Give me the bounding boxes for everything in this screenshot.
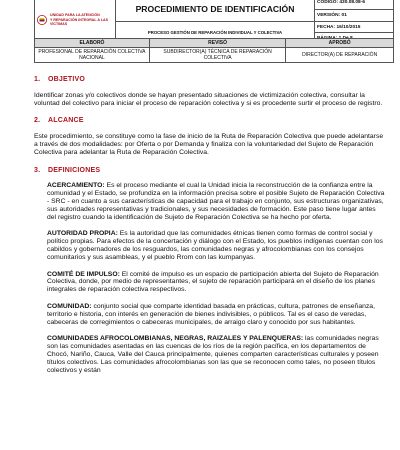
definition-item bbox=[47, 230, 386, 261]
definition-text: Es el proceso mediante el cual la Unidad inicia la reconstrucción de la confianza entre la comunidad y el Estado, se profundiza en la información precisa sobre el posible Sujeto de Reparación Colectiva - SRC - en cuanto a sus características de capacidad para el trabajo en conjunto, sus estructuras organizativas, sus autoridades representativas y tradicionales, y sus necesidades de formación. Este paso tiene lugar antes del registro cuando la identificación de Sujeto de Reparación Colectiva se ha hecho por oferta. bbox=[47, 182, 385, 221]
section-number: 3. bbox=[34, 166, 41, 174]
definition-term: COMUNIDADES AFROCOLOMBIANAS, NEGRAS, RAIZALES Y PALENQUERAS: bbox=[47, 335, 304, 343]
definition-text: las comunidades negras son las comunidades asentadas en las cuencas de los ríos de la región pacífica, en los departamentos de Chocó, Nariño, Cauca, Valle del Cauca principalmente, quienes comparten características culturales y poseen títulos colectivos. Las comunidades afrocolombianas son las que se reconocen como tales, no poseen títulos colectivos y están bbox=[47, 335, 379, 374]
elaboro-value: PROFESIONAL DE REPARACIÓN COLECTIVA NACIONAL bbox=[35, 48, 150, 63]
section-heading-objetivo bbox=[34, 76, 386, 84]
section-heading-definiciones bbox=[34, 167, 386, 175]
logo-line-1: UNIDAD PARA LA ATENCIÓN bbox=[50, 13, 100, 18]
logo-line-2: Y REPARACIÓN INTEGRAL A LAS VÍCTIMAS bbox=[50, 17, 109, 27]
definition-term: COMUNIDAD: bbox=[47, 302, 92, 310]
section-title: OBJETIVO bbox=[48, 76, 85, 83]
objetivo-paragraph: Identificar zonas y/o colectivos donde se hayan presentado situaciones de victimización colectiva, consultar la voluntad del colectivo para iniciar el proceso de reparación colectiva y si es procedente surtir el proceso de registro. bbox=[34, 91, 383, 107]
signature-table bbox=[34, 38, 394, 63]
process-subtitle: PROCESO GESTIÓN DE REPARACIÓN INDIVIDUAL Y COLECTIVA bbox=[116, 22, 315, 44]
document-body bbox=[34, 76, 386, 383]
section-title: DEFINICIONES bbox=[48, 166, 101, 174]
codigo-field: CÓDIGO: 430.08.08-6 bbox=[315, 0, 394, 9]
definition-text: El comité de impulso es un espacio de participación abierta del Sujeto de Reparación Colectiva, donde, por medio de representantes, el sujeto de reparación participará en el diseño de los planes integrales de reparación colectiva respectivos. bbox=[47, 270, 379, 294]
section-number: 2. bbox=[34, 117, 41, 125]
definition-item bbox=[47, 182, 386, 221]
definition-item bbox=[47, 303, 386, 326]
reviso-value: SUBDIRECTOR(A) TÉCNICA DE REPARACIÓN COLECTIVA bbox=[149, 48, 285, 63]
elaboro-header: ELABORÓ bbox=[35, 39, 150, 48]
alcance-paragraph: Este procedimiento, se constituye como la fase de inicio de la Ruta de Reparación Colectiva que puede adelantarse a través de dos modalidades: por Oferta o por Demanda y finaliza con la voluntariedad del Sujeto de Reparación Colectiva para adelantar la Ruta de Reparación Colectiva. bbox=[34, 133, 384, 156]
definition-term: ACERCAMIENTO: bbox=[47, 182, 105, 190]
colombia-seal-icon bbox=[37, 15, 47, 25]
version-field: VERSIÓN: 01 bbox=[315, 9, 394, 22]
logo-text bbox=[50, 13, 113, 26]
reviso-header: REVISÓ bbox=[149, 39, 285, 48]
definition-text: Es la autoridad que las comunidades étnicas tienen como formas de control social y político propias. Para efectos de la concertación y diálogo con el Estado, los pueblos indígenas cuentan con los cabildos y gobernadores de los resguardos, las comunidades negras y afrocolombianas con los consejos comunitarios y sus asambleas, y el pueblo Rrom con las kumpanyas. bbox=[47, 230, 383, 261]
section-number: 1. bbox=[34, 76, 41, 83]
definition-term: AUTORIDAD PROPIA: bbox=[47, 230, 118, 238]
fecha-field: FECHA: 16/10/2015 bbox=[315, 22, 394, 33]
document-title: PROCEDIMIENTO DE IDENTIFICACIÓN bbox=[116, 0, 315, 22]
definition-text: conjunto social que comparte identidad basada en prácticas, cultura, patrones de enseñanza, territorio e historia, con interés en generación de bienes indivisibles, o públicos. Tal es el caso de veredas, cabeceras de corregimientos o cabeceras municipales, de arraigo claro y conocido por sus habitantes. bbox=[47, 302, 375, 326]
section-title: ALCANCE bbox=[48, 117, 84, 125]
section-heading-alcance bbox=[34, 117, 386, 125]
aprobo-header: APROBÓ bbox=[286, 39, 394, 48]
definition-item bbox=[47, 335, 386, 374]
definition-item bbox=[47, 271, 386, 294]
logo-cell bbox=[35, 0, 116, 44]
definition-term: COMITÉ DE IMPULSO: bbox=[47, 270, 120, 278]
aprobo-value: DIRECTOR(A) DE REPARACIÓN bbox=[286, 48, 394, 63]
